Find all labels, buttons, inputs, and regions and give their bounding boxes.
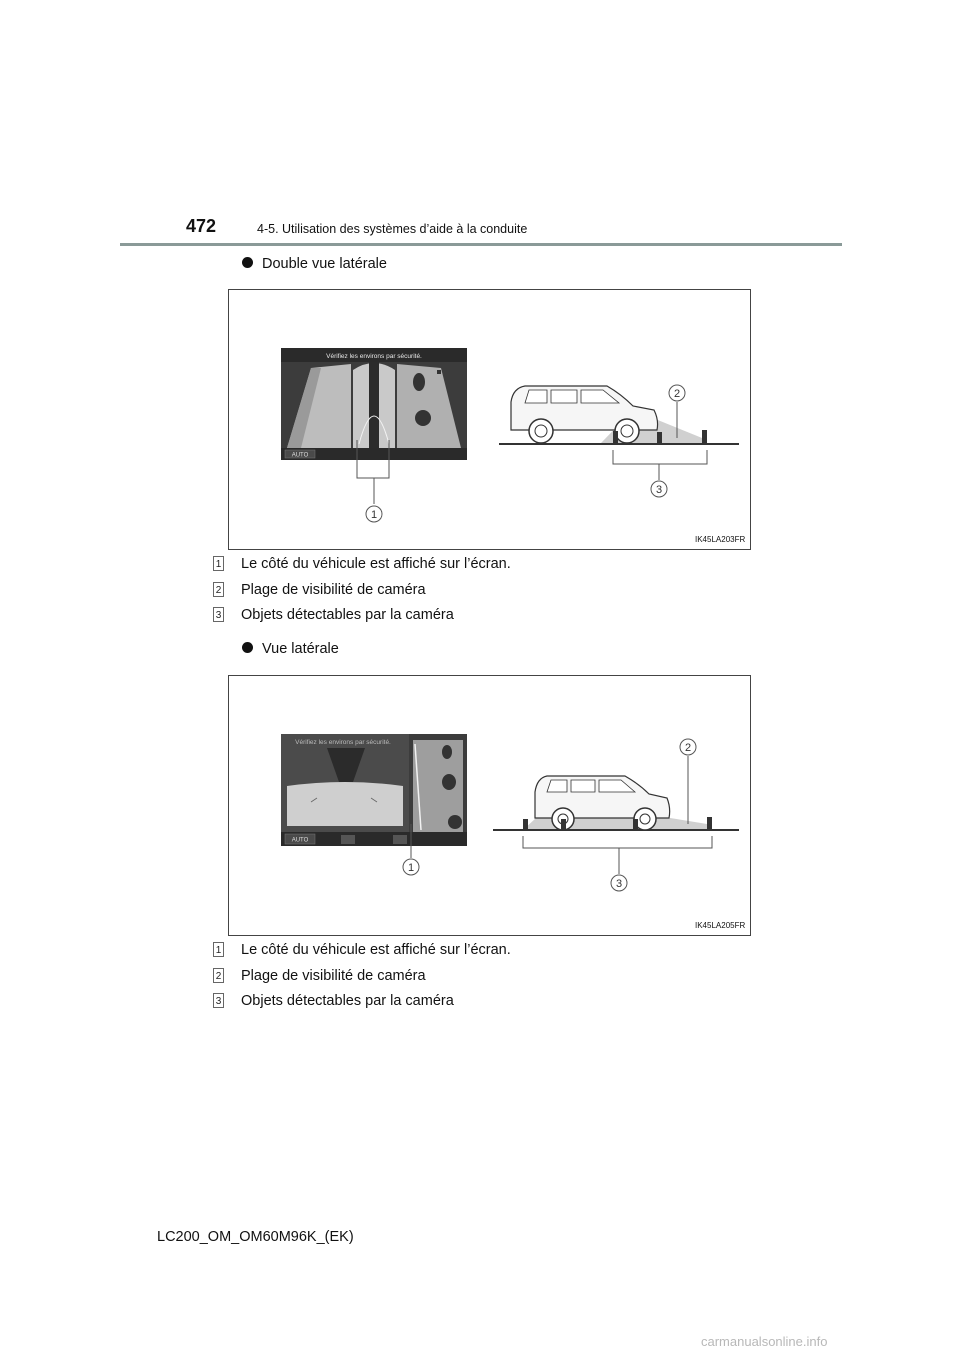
figure-code: IK45LA205FR bbox=[695, 921, 746, 930]
item-number: 1 bbox=[213, 556, 224, 571]
list-item: 1 Le côté du véhicule est affiché sur l’écran. bbox=[213, 556, 511, 572]
page-number: 472 bbox=[186, 216, 217, 236]
figure-side-view bbox=[228, 675, 751, 936]
list-item: 1 Le côté du véhicule est affiché sur l’écran. bbox=[213, 942, 511, 958]
item-number: 2 bbox=[213, 582, 224, 597]
vehicle-side-scene bbox=[493, 776, 739, 830]
camera-screen bbox=[281, 348, 467, 460]
section-heading-dual-side-view: Double vue latérale bbox=[242, 256, 387, 272]
bullet-icon bbox=[242, 642, 253, 653]
callout-2-label: 2 bbox=[673, 388, 681, 400]
section-title: 4-5. Utilisation des systèmes d’aide à la conduite bbox=[257, 222, 528, 236]
camera-screen bbox=[281, 734, 467, 846]
figure-illustration bbox=[229, 676, 750, 935]
item-number: 2 bbox=[213, 968, 224, 983]
section-heading-side-view: Vue latérale bbox=[242, 641, 339, 657]
callout-1-label: 1 bbox=[407, 862, 415, 874]
list-item: 3 Objets détectables par la caméra bbox=[213, 993, 454, 1009]
item-number: 3 bbox=[213, 607, 224, 622]
list-item: 2 Plage de visibilité de caméra bbox=[213, 968, 426, 984]
callout-3-leader bbox=[613, 450, 707, 480]
callout-3-label: 3 bbox=[615, 878, 623, 890]
figure-code: IK45LA203FR bbox=[695, 535, 746, 544]
callout-3-label: 3 bbox=[655, 484, 663, 496]
list-item: 2 Plage de visibilité de caméra bbox=[213, 582, 426, 598]
watermark: carmanualsonline.info bbox=[701, 1334, 828, 1349]
figure-illustration bbox=[229, 290, 750, 549]
header-rule bbox=[120, 243, 842, 246]
callout-1-label: 1 bbox=[370, 509, 378, 521]
screen-banner: Vérifiez les environs par sécurité. bbox=[326, 353, 422, 360]
item-number: 1 bbox=[213, 942, 224, 957]
vehicle-side-scene bbox=[499, 386, 739, 444]
bullet-icon bbox=[242, 257, 253, 268]
list-item: 3 Objets détectables par la caméra bbox=[213, 607, 454, 623]
screen-auto-button: AUTO bbox=[291, 837, 309, 844]
figure-dual-side-view bbox=[228, 289, 751, 550]
screen-auto-button: AUTO bbox=[291, 452, 309, 459]
callout-2-label: 2 bbox=[684, 742, 692, 754]
item-number: 3 bbox=[213, 993, 224, 1008]
document-code: LC200_OM_OM60M96K_(EK) bbox=[157, 1229, 354, 1245]
screen-banner: Vérifiez les environs par sécurité. bbox=[295, 739, 391, 746]
callout-3-leader bbox=[523, 836, 712, 874]
